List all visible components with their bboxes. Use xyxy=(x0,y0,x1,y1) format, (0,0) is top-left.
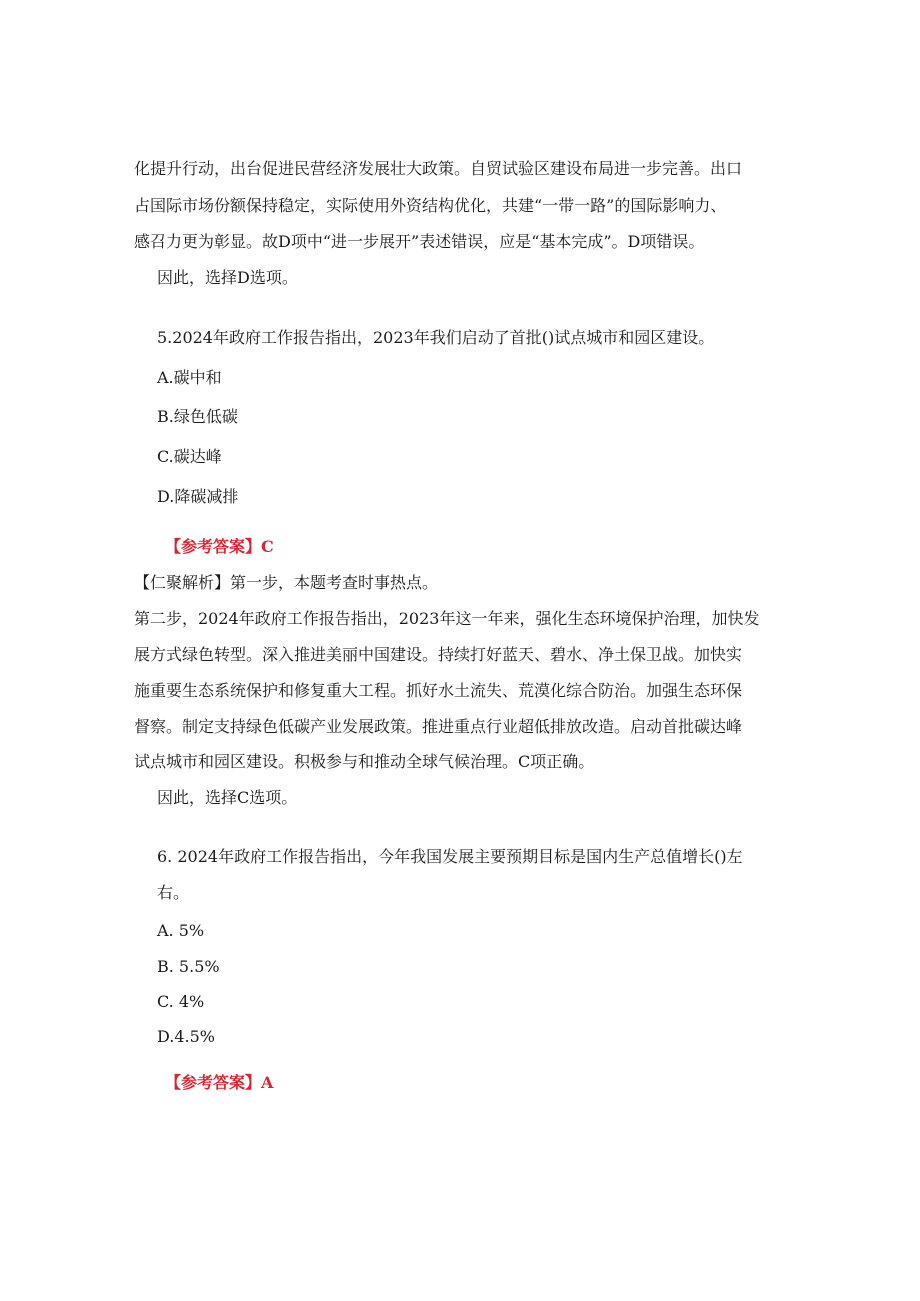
q5-conclusion: 因此，选择C选项。 xyxy=(157,788,298,807)
q6-option-a: A. 5% xyxy=(157,921,205,940)
q5-analysis-line-5: 督察。制定支持绿色低碳产业发展政策。推进重点行业超低排放改造。启动首批碳达峰 xyxy=(134,717,743,736)
q6-option-c: C. 4% xyxy=(157,992,205,1011)
q5-option-c: C.碳达峰 xyxy=(157,447,222,466)
q5-analysis-line-2: 第二步，2024年政府工作报告指出，2023年这一年来，强化生态环境保护治理，加快发 xyxy=(134,609,760,628)
q5-answer: 【参考答案】C xyxy=(165,537,274,556)
q6-answer: 【参考答案】A xyxy=(165,1073,274,1092)
q5-option-d: D.降碳减排 xyxy=(157,487,239,506)
intro-conclusion: 因此，选择D选项。 xyxy=(157,268,298,287)
intro-line-2: 占国际市场份额保持稳定，实际使用外资结构优化，共建“一带一路”的国际影响力、 xyxy=(134,196,727,215)
q5-option-a: A.碳中和 xyxy=(157,368,222,387)
intro-line-1: 化提升行动，出台促进民营经济发展壮大政策。自贸试验区建设布局进一步完善。出口 xyxy=(134,159,743,178)
q5-analysis-line-3: 展方式绿色转型。深入推进美丽中国建设。持续打好蓝天、碧水、净土保卫战。加快实 xyxy=(134,645,743,664)
q5-analysis-line-6: 试点城市和园区建设。积极参与和推动全球气候治理。C项正确。 xyxy=(134,752,595,771)
q6-option-d: D.4.5% xyxy=(157,1027,215,1046)
q6-question-line-1: 6. 2024年政府工作报告指出，今年我国发展主要预期目标是国内生产总值增长()左 xyxy=(157,847,743,866)
q5-analysis-line-1: 【仁聚解析】第一步，本题考查时事热点。 xyxy=(134,573,439,592)
intro-line-3: 感召力更为彰显。故D项中“进一步展开”表述错误，应是“基本完成”。D项错误。 xyxy=(134,232,705,251)
q5-question: 5.2024年政府工作报告指出，2023年我们启动了首批()试点城市和园区建设。 xyxy=(157,328,715,347)
q6-option-b: B. 5.5% xyxy=(157,957,220,976)
q5-analysis-line-4: 施重要生态系统保护和修复重大工程。抓好水土流失、荒漠化综合防治。加强生态环保 xyxy=(134,681,743,700)
q6-question-line-2: 右。 xyxy=(157,883,190,902)
q5-option-b: B.绿色低碳 xyxy=(157,407,238,426)
